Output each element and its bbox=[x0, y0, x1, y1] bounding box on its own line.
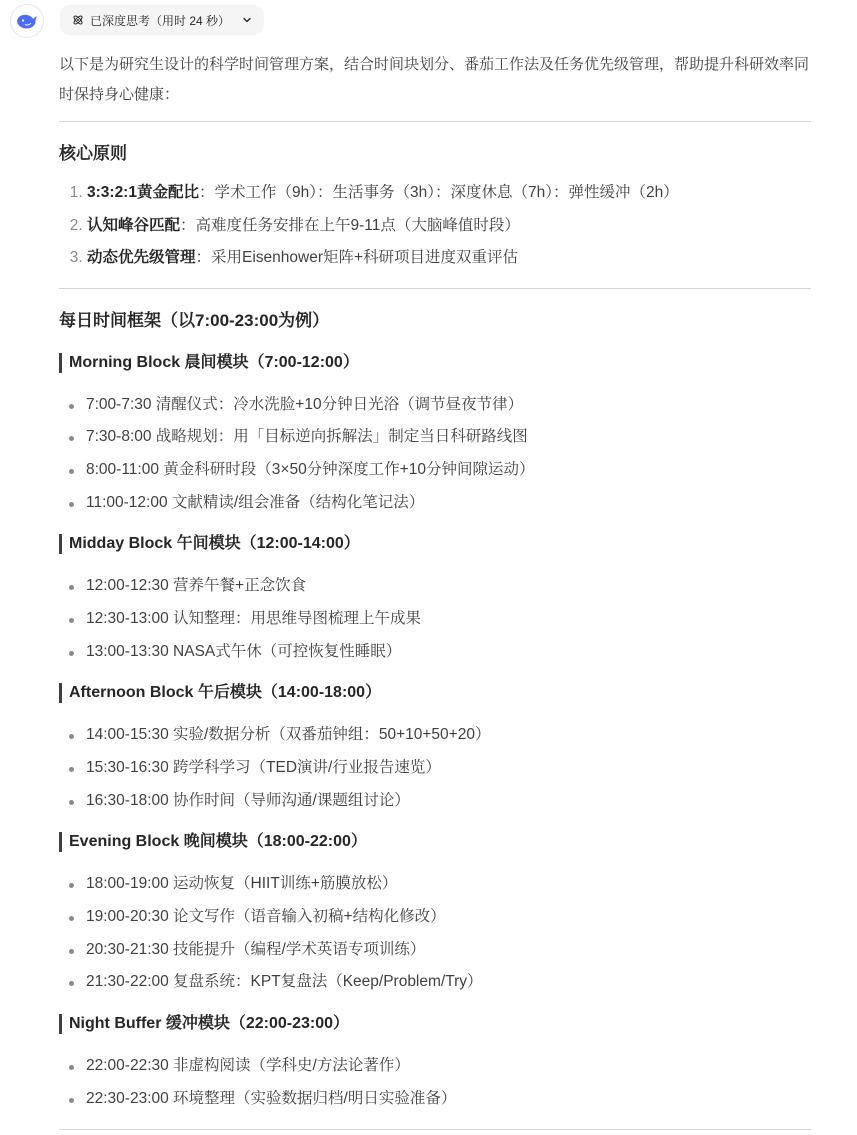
principles-list bbox=[59, 177, 811, 275]
daily-framework-heading: 每日时间框架（以7:00-23:00为例） bbox=[59, 310, 330, 330]
divider bbox=[59, 288, 811, 289]
afternoon-list bbox=[59, 719, 811, 817]
message-content bbox=[59, 50, 811, 1130]
list-item: 19:00-20:30 论文写作（语音输入初稿+结构化修改） bbox=[86, 901, 811, 934]
deep-thinking-toggle[interactable] bbox=[60, 5, 264, 35]
intro-paragraph: 以下是为研究生设计的科学时间管理方案，结合时间块划分、番茄工作法及任务优先级管理，帮助提升科研效率同时保持身心健康： bbox=[59, 56, 810, 103]
list-item: 22:00-22:30 非虚构阅读（学科史/方法论著作） bbox=[86, 1050, 811, 1083]
block-heading-morning: Morning Block 晨间模块（7:00-12:00） bbox=[59, 353, 811, 373]
whale-logo-icon bbox=[16, 12, 38, 30]
principle-bold: 动态优先级管理 bbox=[87, 249, 196, 266]
list-item: 15:30-16:30 跨学科学习（TED演讲/行业报告速览） bbox=[86, 752, 811, 785]
night-list bbox=[59, 1050, 811, 1115]
block-heading-afternoon: Afternoon Block 午后模块（14:00-18:00） bbox=[59, 683, 811, 703]
block-heading-evening: Evening Block 晚间模块（18:00-22:00） bbox=[59, 832, 811, 852]
list-item: 16:30-18:00 协作时间（导师沟通/课题组讨论） bbox=[86, 785, 811, 818]
principle-text: ：采用Eisenhower矩阵+科研项目进度双重评估 bbox=[195, 249, 519, 266]
list-item: 20:30-21:30 技能提升（编程/学术英语专项训练） bbox=[86, 934, 811, 967]
block-heading-night: Night Buffer 缓冲模块（22:00-23:00） bbox=[59, 1014, 811, 1034]
morning-list bbox=[59, 389, 811, 520]
list-item: 8:00-11:00 黄金科研时段（3×50分钟深度工作+10分钟间隙运动） bbox=[86, 454, 811, 487]
midday-list bbox=[59, 570, 811, 668]
list-item bbox=[87, 210, 811, 243]
list-item: 14:00-15:30 实验/数据分析（双番茄钟组：50+10+50+20） bbox=[86, 719, 811, 752]
list-item: 7:00-7:30 清醒仪式：冷水洗脸+10分钟日光浴（调节昼夜节律） bbox=[86, 389, 811, 422]
list-item: 12:00-12:30 营养午餐+正念饮食 bbox=[86, 570, 811, 603]
evening-list bbox=[59, 868, 811, 999]
chevron-down-icon bbox=[242, 15, 252, 25]
block-heading-midday: Midday Block 午间模块（12:00-14:00） bbox=[59, 534, 811, 554]
list-item: 18:00-19:00 运动恢复（HIIT训练+筋膜放松） bbox=[86, 868, 811, 901]
principle-text: ：学术工作（9h）：生活事务（3h）：深度休息（7h）：弹性缓冲（2h） bbox=[198, 184, 679, 201]
list-item: 21:30-22:00 复盘系统：KPT复盘法（Keep/Problem/Try） bbox=[86, 966, 811, 999]
list-item bbox=[87, 242, 811, 275]
principle-bold: 3:3:2:1黄金配比 bbox=[87, 184, 199, 201]
assistant-avatar bbox=[10, 4, 44, 38]
list-item: 7:30-8:00 战略规划：用「目标逆向拆解法」制定当日科研路线图 bbox=[86, 421, 811, 454]
list-item bbox=[87, 177, 811, 210]
divider bbox=[59, 1129, 811, 1130]
principle-text: ：高难度任务安排在上午9-11点（大脑峰值时段） bbox=[180, 216, 520, 234]
list-item: 11:00-12:00 文献精读/组会准备（结构化笔记法） bbox=[86, 487, 811, 520]
list-item: 13:00-13:30 NASA式午休（可控恢复性睡眠） bbox=[86, 636, 811, 669]
thinking-label: 已深度思考（用时 24 秒） bbox=[90, 13, 231, 28]
atom-icon bbox=[72, 14, 84, 26]
principles-heading: 核心原则 bbox=[59, 144, 127, 163]
principle-bold: 认知峰谷匹配 bbox=[87, 216, 181, 234]
list-item: 12:30-13:00 认知整理：用思维导图梳理上午成果 bbox=[86, 603, 811, 636]
list-item: 22:30-23:00 环境整理（实验数据归档/明日实验准备） bbox=[86, 1083, 811, 1116]
divider bbox=[59, 121, 811, 122]
